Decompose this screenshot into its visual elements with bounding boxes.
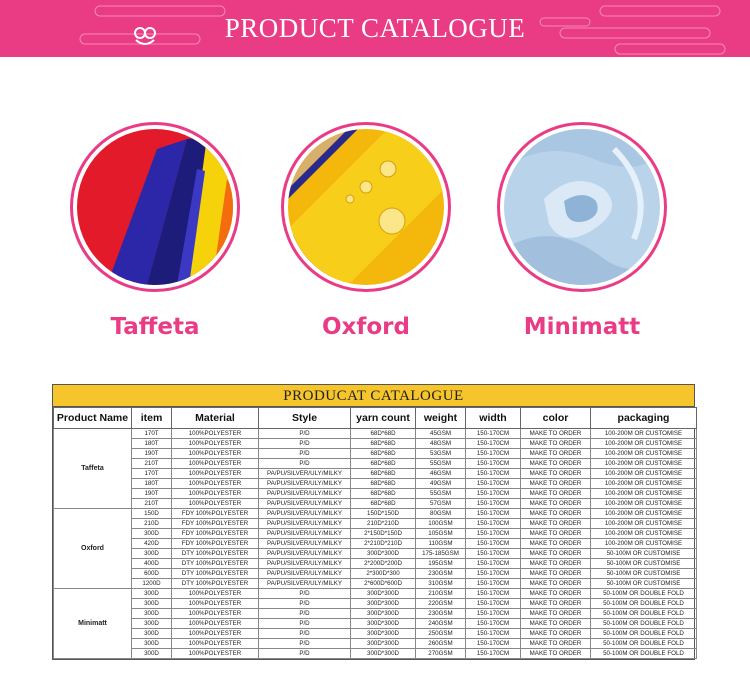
table-cell: 100GSM [416,519,466,529]
table-cell: 270GSM [416,649,466,659]
table-cell: PA/PU/SILVER/ULY/MILKY [259,559,351,569]
product-name-cell: Minimatt [54,589,132,659]
table-cell: 150-170CM [466,589,521,599]
table-cell: MAKE TO ORDER [521,609,591,619]
table-cell: PA/PU/SILVER/ULY/MILKY [259,479,351,489]
product-name-cell: Oxford [54,509,132,589]
table-row [54,649,697,659]
table-cell: 100%POLYESTER [172,489,259,499]
table-cell: FDY 100%POLYESTER [172,519,259,529]
table-cell: PA/PU/SILVER/ULY/MILKY [259,579,351,589]
table-cell: P/D [259,439,351,449]
table-cell: FDY 100%POLYESTER [172,539,259,549]
table-cell: 150-170CM [466,549,521,559]
table-cell: 68D*68D [351,439,416,449]
table-cell: 150-170CM [466,489,521,499]
table-cell: MAKE TO ORDER [521,489,591,499]
table-cell: 300D [132,629,172,639]
table-cell: 2*600D*600D [351,579,416,589]
table-cell: 400D [132,559,172,569]
column-header: Material [172,408,259,429]
table-cell: PA/PU/SILVER/ULY/MILKY [259,499,351,509]
table-cell: 100%POLYESTER [172,499,259,509]
table-cell: 1200D [132,579,172,589]
table-cell: MAKE TO ORDER [521,559,591,569]
table-row [54,429,697,439]
table-cell: 100-200M OR CUSTOMISE [591,479,697,489]
table-cell: 170T [132,429,172,439]
table-cell: MAKE TO ORDER [521,459,591,469]
table-cell: 180T [132,479,172,489]
table-cell: 150-170CM [466,499,521,509]
column-header: width [466,408,521,429]
table-row [54,559,697,569]
table-cell: 100%POLYESTER [172,479,259,489]
table-row [54,609,697,619]
table-row [54,619,697,629]
table-row [54,459,697,469]
table-cell: MAKE TO ORDER [521,479,591,489]
column-header: Style [259,408,351,429]
table-cell: 53GSM [416,449,466,459]
table-cell: 300D [132,609,172,619]
table-cell: 150-170CM [466,449,521,459]
table-cell: 100-200M OR CUSTOMISE [591,509,697,519]
table-row [54,499,697,509]
table-cell: 100%POLYESTER [172,599,259,609]
table-cell: 2*200D*200D [351,559,416,569]
table-cell: 80GSM [416,509,466,519]
table-cell: 210D*210D [351,519,416,529]
table-cell: 230GSM [416,609,466,619]
table-row [54,549,697,559]
table-cell: 68D*68D [351,479,416,489]
table-cell: 100-200M OR CUSTOMISE [591,519,697,529]
table-cell: 150-170CM [466,629,521,639]
table-cell: 150-170CM [466,649,521,659]
table-cell: 150D [132,509,172,519]
table-cell: DTY 100%POLYESTER [172,559,259,569]
table-cell: P/D [259,589,351,599]
table-cell: 300D [132,599,172,609]
table-cell: 300D [132,549,172,559]
column-header: Product Name [54,408,132,429]
table-cell: 150-170CM [466,539,521,549]
table-cell: 150-170CM [466,429,521,439]
table-cell: 100%POLYESTER [172,609,259,619]
table-cell: P/D [259,449,351,459]
table-cell: 150-170CM [466,459,521,469]
table-cell: 100-200M OR CUSTOMISE [591,439,697,449]
table-cell: 150-170CM [466,439,521,449]
table-cell: 2*300D*300 [351,569,416,579]
table-cell: P/D [259,609,351,619]
table-cell: MAKE TO ORDER [521,499,591,509]
table-body [54,429,697,659]
table-cell: 100%POLYESTER [172,439,259,449]
table-cell: PA/PU/SILVER/ULY/MILKY [259,489,351,499]
table-row [54,479,697,489]
table-cell: 55GSM [416,489,466,499]
table-cell: PA/PU/SILVER/ULY/MILKY [259,549,351,559]
taffeta-image [77,129,233,285]
table-cell: 150-170CM [466,599,521,609]
table-cell: PA/PU/SILVER/ULY/MILKY [259,509,351,519]
table-row [54,489,697,499]
table-cell: 150-170CM [466,469,521,479]
column-header: weight [416,408,466,429]
header-banner [0,0,750,57]
fabric-card-taffeta [70,122,240,340]
table-cell: PA/PU/SILVER/ULY/MILKY [259,469,351,479]
table-cell: 260GSM [416,639,466,649]
spec-table [53,407,697,659]
table-cell: P/D [259,599,351,609]
product-name-cell: Taffeta [54,429,132,509]
table-cell: 45GSM [416,429,466,439]
table-cell: 150-170CM [466,579,521,589]
table-cell: 100-200M OR CUSTOMISE [591,459,697,469]
table-cell: 50-100M OR DOUBLE FOLD [591,609,697,619]
table-cell: MAKE TO ORDER [521,549,591,559]
table-cell: 150-170CM [466,509,521,519]
table-cell: 50-100M OR CUSTOMISE [591,569,697,579]
table-cell: 46GSM [416,469,466,479]
table-cell: P/D [259,629,351,639]
table-cell: P/D [259,639,351,649]
oxford-image [288,129,444,285]
table-cell: 100%POLYESTER [172,589,259,599]
table-cell: 190T [132,449,172,459]
table-row [54,599,697,609]
table-cell: P/D [259,619,351,629]
table-cell: 68D*68D [351,459,416,469]
table-cell: 48GSM [416,439,466,449]
table-cell: 300D*300D [351,629,416,639]
table-cell: 50-100M OR CUSTOMISE [591,549,697,559]
table-cell: 50-100M OR DOUBLE FOLD [591,619,697,629]
table-cell: 68D*68D [351,429,416,439]
table-cell: 300D*300D [351,589,416,599]
table-cell: 100%POLYESTER [172,639,259,649]
table-cell: FDY 100%POLYESTER [172,509,259,519]
table-cell: MAKE TO ORDER [521,619,591,629]
table-cell: 100%POLYESTER [172,429,259,439]
table-cell: MAKE TO ORDER [521,649,591,659]
table-cell: 100%POLYESTER [172,629,259,639]
table-cell: 55GSM [416,459,466,469]
table-cell: 150-170CM [466,519,521,529]
table-cell: 180T [132,439,172,449]
table-cell: 300D [132,589,172,599]
table-cell: 150-170CM [466,559,521,569]
table-cell: 150-170CM [466,569,521,579]
table-cell: 100%POLYESTER [172,459,259,469]
table-cell: 2*150D*150D [351,529,416,539]
table-cell: 50-100M OR DOUBLE FOLD [591,629,697,639]
table-cell: MAKE TO ORDER [521,629,591,639]
fabric-label: Minimatt [523,314,641,340]
table-row [54,629,697,639]
table-cell: 100-200M OR CUSTOMISE [591,429,697,439]
fabric-card-minimatt [497,122,667,340]
table-cell: MAKE TO ORDER [521,509,591,519]
table-cell: 310GSM [416,579,466,589]
column-header: color [521,408,591,429]
table-cell: 300D*300D [351,649,416,659]
table-cell: 230GSM [416,569,466,579]
table-cell: 210D [132,519,172,529]
table-cell: MAKE TO ORDER [521,519,591,529]
table-cell: MAKE TO ORDER [521,439,591,449]
table-cell: 300D [132,639,172,649]
table-cell: 250GSM [416,629,466,639]
table-cell: MAKE TO ORDER [521,469,591,479]
table-cell: 100-200M OR CUSTOMISE [591,449,697,459]
table-cell: 210T [132,459,172,469]
table-cell: 68D*68D [351,489,416,499]
table-cell: 150-170CM [466,529,521,539]
table-row [54,569,697,579]
table-cell: 57GSM [416,499,466,509]
table-cell: P/D [259,429,351,439]
table-row [54,439,697,449]
table-cell: MAKE TO ORDER [521,579,591,589]
table-cell: 68D*68D [351,449,416,459]
table-cell: 68D*68D [351,499,416,509]
table-cell: DTY 100%POLYESTER [172,579,259,589]
table-cell: 49GSM [416,479,466,489]
table-cell: 100-200M OR CUSTOMISE [591,489,697,499]
table-cell: P/D [259,459,351,469]
table-cell: 100%POLYESTER [172,469,259,479]
fabric-image-frame [497,122,667,292]
table-cell: 195GSM [416,559,466,569]
table-cell: 420D [132,539,172,549]
table-cell: 150-170CM [466,479,521,489]
table-row [54,469,697,479]
table-cell: MAKE TO ORDER [521,569,591,579]
column-header: packaging [591,408,697,429]
table-row [54,529,697,539]
fabric-label: Taffeta [110,314,200,340]
table-row [54,589,697,599]
table-cell: 100-200M OR CUSTOMISE [591,499,697,509]
table-cell: MAKE TO ORDER [521,539,591,549]
table-cell: MAKE TO ORDER [521,589,591,599]
table-cell: 210T [132,499,172,509]
table-cell: 50-100M OR CUSTOMISE [591,579,697,589]
table-cell: 300D*300D [351,609,416,619]
table-cell: PA/PU/SILVER/ULY/MILKY [259,529,351,539]
table-cell: PA/PU/SILVER/ULY/MILKY [259,519,351,529]
table-cell: 190T [132,489,172,499]
table-cell: PA/PU/SILVER/ULY/MILKY [259,569,351,579]
table-cell: 300D [132,529,172,539]
table-cell: 100-200M OR CUSTOMISE [591,539,697,549]
table-cell: 170T [132,469,172,479]
table-cell: MAKE TO ORDER [521,639,591,649]
table-cell: MAKE TO ORDER [521,599,591,609]
table-cell: 300D*300D [351,549,416,559]
table-cell: 150D*150D [351,509,416,519]
table-row [54,579,697,589]
table-row [54,639,697,649]
table-cell: DTY 100%POLYESTER [172,549,259,559]
table-cell: 50-100M OR DOUBLE FOLD [591,639,697,649]
table-cell: 100%POLYESTER [172,449,259,459]
table-cell: MAKE TO ORDER [521,449,591,459]
table-cell: 100-200M OR CUSTOMISE [591,469,697,479]
table-row [54,539,697,549]
table-cell: PA/PU/SILVER/ULY/MILKY [259,539,351,549]
fabric-card-oxford [281,122,451,340]
table-cell: 300D [132,649,172,659]
table-cell: 50-100M OR DOUBLE FOLD [591,589,697,599]
table-cell: P/D [259,649,351,659]
table-cell: 220GSM [416,599,466,609]
table-cell: 68D*68D [351,469,416,479]
table-cell: 110GSM [416,539,466,549]
page-title: PRODUCT CATALOGUE [224,13,526,43]
table-cell: 50-100M OR DOUBLE FOLD [591,649,697,659]
table-cell: 600D [132,569,172,579]
table-cell: 100-200M OR CUSTOMISE [591,529,697,539]
table-cell: 300D [132,619,172,629]
table-cell: 100%POLYESTER [172,649,259,659]
catalog-title: PRODUCAT CATALOGUE [53,385,694,407]
table-cell: DTY 100%POLYESTER [172,569,259,579]
table-cell: MAKE TO ORDER [521,429,591,439]
table-cell: 150-170CM [466,639,521,649]
table-cell: 240GSM [416,619,466,629]
fabric-image-frame [281,122,451,292]
table-row [54,449,697,459]
table-cell: 2*210D*210D [351,539,416,549]
column-header: item [132,408,172,429]
table-cell: 210GSM [416,589,466,599]
table-row [54,519,697,529]
table-cell: 300D*300D [351,639,416,649]
table-cell: FDY 100%POLYESTER [172,529,259,539]
table-cell: 105GSM [416,529,466,539]
catalog-table [52,384,695,660]
table-cell: 150-170CM [466,619,521,629]
table-row [54,509,697,519]
table-cell: 100%POLYESTER [172,619,259,629]
minimatt-image [504,129,660,285]
table-cell: MAKE TO ORDER [521,529,591,539]
table-header-row [54,408,697,429]
column-header: yarn count [351,408,416,429]
table-cell: 300D*300D [351,619,416,629]
fabric-label: Oxford [321,314,410,340]
table-cell: 150-170CM [466,609,521,619]
table-cell: 175-185GSM [416,549,466,559]
table-cell: 50-100M OR DOUBLE FOLD [591,599,697,609]
table-cell: 300D*300D [351,599,416,609]
table-cell: 50-100M OR CUSTOMISE [591,559,697,569]
fabric-image-frame [70,122,240,292]
